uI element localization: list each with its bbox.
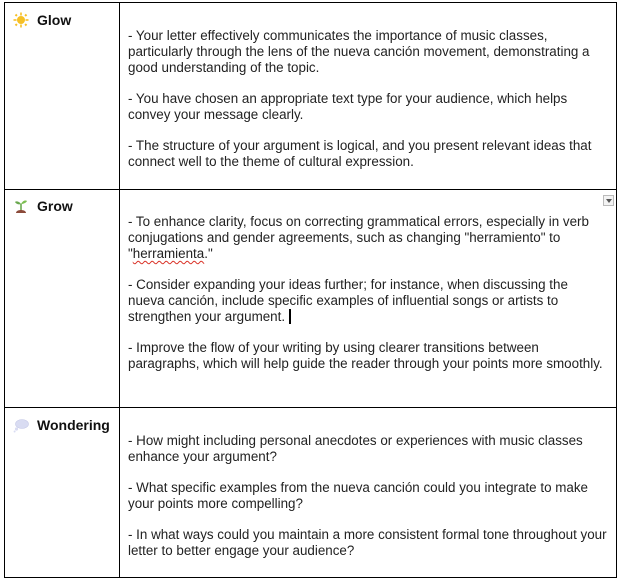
wondering-item-1: - How might including personal anecdotes or experiences with music classes enhance your argument? xyxy=(128,433,583,464)
grow-label-cell xyxy=(5,189,120,407)
glow-label xyxy=(13,12,71,28)
spellcheck-word[interactable]: herramienta xyxy=(132,246,205,261)
wondering-label-cell xyxy=(5,408,120,577)
glow-item-3: - The structure of your argument is logical, and you present relevant ideas that connect well to the theme of cultural expression. xyxy=(128,138,592,169)
wondering-row xyxy=(5,408,616,577)
seedling-icon xyxy=(13,198,29,214)
glow-content-cell[interactable] xyxy=(121,3,616,189)
glow-label-text: Glow xyxy=(37,12,72,28)
grow-item-1 xyxy=(128,214,608,262)
wondering-item-3: - In what ways could you maintain a more consistent formal tone throughout your letter to better engage your audience? xyxy=(128,527,607,558)
grow-item-1-text: - To enhance clarity, focus on correcting grammatical errors, especially in verb conjugations and gender agreements, such as changing "herramiento" to " xyxy=(128,214,589,261)
sun-icon xyxy=(13,12,29,28)
wondering-content-cell[interactable] xyxy=(121,408,616,577)
grow-item-3: - Improve the flow of your writing by using clearer transitions between paragraphs, which will help guide the reader through your points more smoothly. xyxy=(128,340,603,371)
grow-item-2-text: - Consider expanding your ideas further; for instance, when discussing the nueva canción, include specific examples of influential songs or artists to strengthen your argument. xyxy=(128,277,568,324)
glow-item-2: - You have chosen an appropriate text type for your audience, which helps convey your message clearly. xyxy=(128,91,568,122)
thought-bubble-icon xyxy=(13,417,29,433)
feedback-table xyxy=(4,2,617,578)
grow-item-2 xyxy=(128,277,608,325)
glow-label-cell xyxy=(5,3,120,189)
wondering-label xyxy=(13,417,110,433)
wondering-item-2: - What specific examples from the nueva canción could you integrate to make your points more compelling? xyxy=(128,480,588,511)
grow-row xyxy=(5,189,616,408)
cell-dropdown-button[interactable] xyxy=(603,195,614,206)
grow-content-cell[interactable] xyxy=(121,189,616,407)
grow-label-text: Grow xyxy=(37,198,73,214)
text-cursor xyxy=(289,309,291,324)
grow-item-1-end: ." xyxy=(204,246,213,261)
grow-label xyxy=(13,198,73,214)
glow-row xyxy=(5,3,616,190)
wondering-label-text: Wondering xyxy=(37,417,110,433)
glow-item-1: - Your letter effectively communicates the importance of music classes, particularly through the lens of the nueva canción movement, demonstrating a good understanding of the topic. xyxy=(128,28,590,75)
